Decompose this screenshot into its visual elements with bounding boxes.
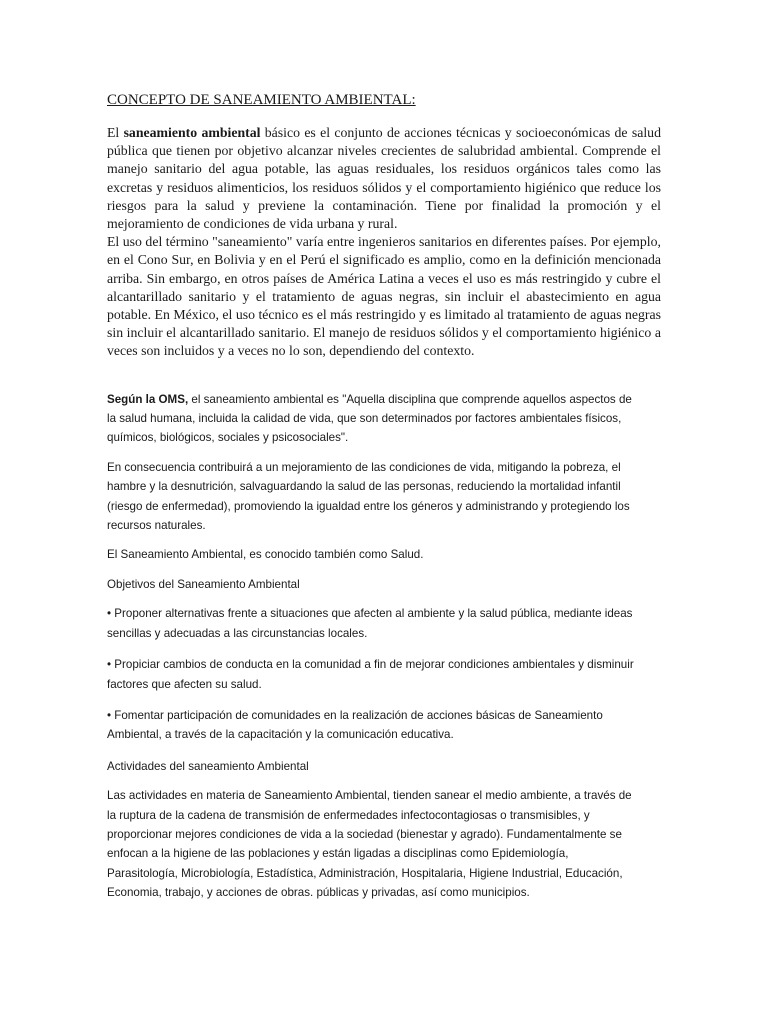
actividades-paragraph: Las actividades en materia de Saneamiento Ambiental, tienden sanear el medio ambiente, a través de la ruptura de la cadena de transmisión de enfermedades infectocontagiosas o transmisibles, y proporcionar mejores condiciones de vida a la sociedad (bienestar y agrado). Fundamentalmente se enfocan a la higiene de las poblaciones y están ligadas a disciplinas como Epidemiología, Parasitología, Microbiología, Estadística, Administración, Hospitalaria, Higiene Industrial, Educación, Economia, trabajo, y acciones de obras. públicas y privadas, así como municipios.	[107, 789, 632, 900]
oms-rest: el saneamiento ambiental es "Aquella disciplina que comprende aquellos aspectos de la salud humana, incluida la calidad de vida, que son determinados por factores ambientales físicos, químicos, biológicos, sociales y psicosociales".	[107, 392, 632, 445]
objetivo-item: • Proponer alternativas frente a situaciones que afecten al ambiente y la salud pública, mediante ideas sencillas y adecuadas a las circunstancias locales.	[107, 607, 633, 640]
objetivo-item: • Fomentar participación de comunidades en la realización de acciones básicas de Saneamiento Ambiental, a través de la capacitación y la comunicación educativa.	[107, 708, 603, 742]
oms-paragraph	[107, 390, 637, 448]
conocido-paragraph: El Saneamiento Ambiental, es conocido también como Salud.	[107, 548, 424, 562]
objetivos-heading: Objetivos del Saneamiento Ambiental	[107, 577, 300, 591]
actividades-heading: Actividades del saneamiento Ambiental	[107, 759, 309, 773]
document-title: CONCEPTO DE SANEAMIENTO AMBIENTAL:	[107, 92, 416, 108]
consecuencia-paragraph: En consecuencia contribuirá a un mejoramiento de las condiciones de vida, mitigando la pobreza, el hambre y la desnutrición, salvaguardando la salud de las personas, reduciendo la mortalidad infantil (riesgo de enfermedad), promoviendo la igualdad entre los géneros y administrando y protegiendo los recursos naturales.	[107, 460, 630, 533]
term-usage-paragraph: El uso del término "saneamiento" varía entre ingenieros sanitarios en diferentes países. Por ejemplo, en el Cono Sur, en Bolivia y en el Perú el significado es amplio, como en la definición mencionada arriba. Sin embargo, en otros países de América Latina a veces el uso es más restringido y cubre el alcantarillado sanitario y el tratamiento de aguas negras, sin incluir el abastecimiento en agua potable. En México, el uso técnico es el más restringido y es limitado al tratamiento de aguas negras sin incluir el alcantarillado sanitario. El manejo de residuos sólidos y el comportamiento higiénico a veces son incluidos y a veces no lo son, dependiendo del contexto.	[107, 234, 661, 359]
document-page	[107, 92, 661, 913]
intro-section	[107, 124, 661, 361]
oms-bold-lead: Según la OMS,	[107, 392, 189, 406]
oms-section	[107, 390, 637, 903]
objetivo-item: • Propiciar cambios de conducta en la comunidad a fin de mejorar condiciones ambientales y disminuir factores que afecten su salud.	[107, 658, 634, 691]
intro-lead: El	[107, 125, 124, 140]
intro-rest: básico es el conjunto de acciones técnicas y socioeconómicas de salud pública que tienen por objetivo alcanzar niveles crecientes de salubridad ambiental. Comprende el manejo sanitario del agua potable, las aguas residuales, los residuos orgánicos tales como las excretas y residuos alimenticios, los residuos sólidos y el comportamiento higiénico que reduce los riesgos para la salud y previene la contaminación. Tiene por finalidad la promoción y el mejoramiento de condiciones de vida urbana y rural.	[107, 125, 661, 232]
intro-bold-term: saneamiento ambiental	[123, 125, 261, 140]
intro-paragraph	[107, 124, 661, 233]
